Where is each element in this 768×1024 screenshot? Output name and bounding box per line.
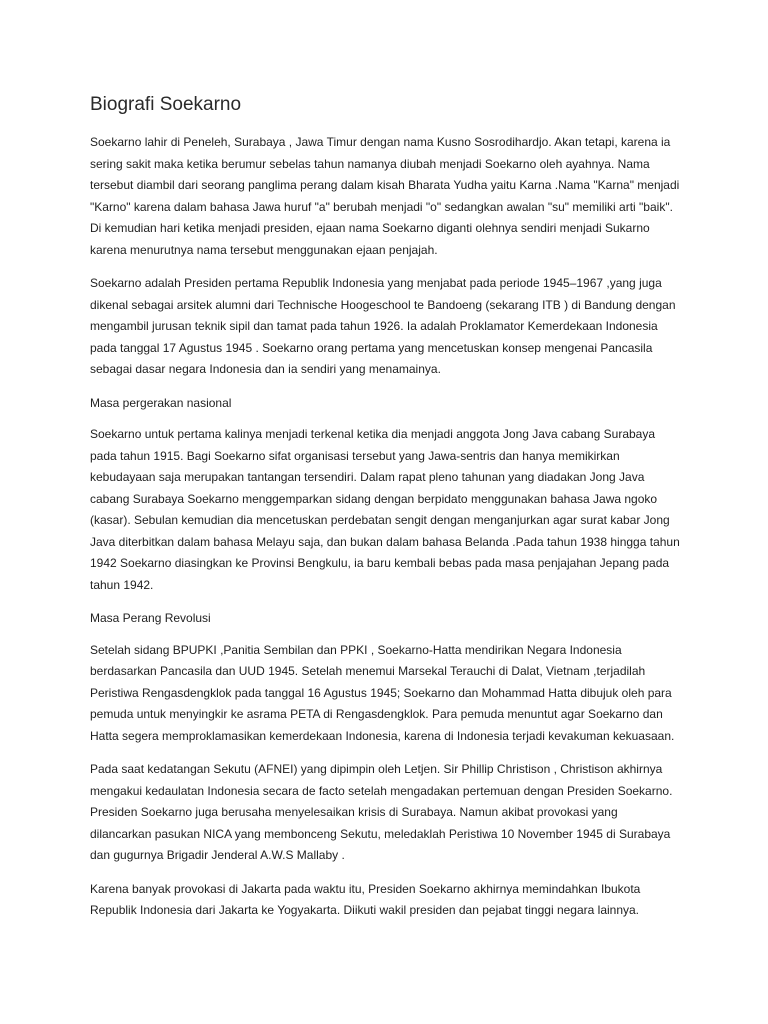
page-title: Biografi Soekarno (90, 94, 242, 115)
paragraph-intro: Soekarno lahir di Peneleh, Surabaya , Jawa Timur dengan nama Kusno Sosrodihardjo. Akan tetapi, karena ia sering sakit maka ketika berumur sebelas tahun namanya diubah menjadi Soekarno oleh ayahnya. Nama tersebut diambil dari seorang panglima perang dalam kisah Bharata Yudha yaitu Karna .Nama "Karna" menjadi "Karno" karena dalam bahasa Jawa huruf "a" berubah menjadi "o" sedangkan awalan "su" memiliki arti "baik". Di kemudian hari ketika menjadi presiden, ejaan nama Soekarno diganti olehnya sendiri menjadi Sukarno karena menurutnya nama tersebut menggunakan ejaan penjajah. (90, 135, 680, 257)
paragraph-president: Soekarno adalah Presiden pertama Republik Indonesia yang menjabat pada periode 1945–1967 ,yang juga dikenal sebagai arsitek alumni dari Technische Hoogeschool te Bandoeng (sekarang ITB ) di Bandung dengan mengambil jurusan teknik sipil dan tamat pada tahun 1926. Ia adalah Proklamator Kemerdekaan Indonesia pada tanggal 17 Agustus 1945 . Soekarno orang pertama yang mencetuskan konsep mengenai Pancasila sebagai dasar negara Indonesia dan ia sendiri yang menamainya. (90, 276, 676, 376)
section-heading-revolusi: Masa Perang Revolusi (90, 611, 211, 625)
paragraph-proklamasi: Setelah sidang BPUPKI ,Panitia Sembilan dan PPKI , Soekarno-Hatta mendirikan Negara Indonesia berdasarkan Pancasila dan UUD 1945. Setelah menemui Marsekal Terauchi di Dalat, Vietnam ,terjadilah Peristiwa Rengasdengklok pada tanggal 16 Agustus 1945; Soekarno dan Mohammad Hatta dibujuk oleh para pemuda untuk menyingkir ke asrama PETA di Rengasdengklok. Para pemuda menuntut agar Soekarno dan Hatta segera memproklamasikan kemerdekaan Indonesia, karena di Indonesia terjadi kevakuman kekuasaan. (90, 642, 675, 743)
paragraph-sekutu: Pada saat kedatangan Sekutu (AFNEI) yang dipimpin oleh Letjen. Sir Phillip Christison , Christison akhirnya mengakui kedaulatan Indonesia secara de facto setelah mengadakan pertemuan dengan Presiden Soekarno. Presiden Soekarno juga berusaha menyelesaikan krisis di Surabaya. Namun akibat provokasi yang dilancarkan pasukan NICA yang membonceng Sekutu, meledaklah Peristiwa 10 November 1945 di Surabaya dan gugurnya Brigadir Jenderal A.W.S Mallaby . (90, 762, 673, 862)
paragraph-jong-java: Soekarno untuk pertama kalinya menjadi terkenal ketika dia menjadi anggota Jong Java cabang Surabaya pada tahun 1915. Bagi Soekarno sifat organisasi tersebut yang Jawa-sentris dan hanya memikirkan kebudayaan saja merupakan tantangan tersendiri. Dalam rapat pleno tahunan yang diadakan Jong Java cabang Surabaya Soekarno menggemparkan sidang dengan berpidato menggunakan bahasa Jawa ngoko (kasar). Sebulan kemudian dia mencetuskan perdebatan sengit dengan menganjurkan agar surat kabar Jong Java diterbitkan dalam bahasa Melayu saja, dan bukan dalam bahasa Belanda .Pada tahun 1938 hingga tahun 1942 Soekarno diasingkan ke Provinsi Bengkulu, ia baru kembali bebas pada masa penjajahan Jepang pada tahun 1942. (90, 427, 680, 592)
document-body (90, 92, 680, 934)
paragraph-ibukota: Karena banyak provokasi di Jakarta pada waktu itu, Presiden Soekarno akhirnya memindahkan Ibukota Republik Indonesia dari Jakarta ke Yogyakarta. Diikuti wakil presiden dan pejabat tinggi negara lainnya. (90, 881, 641, 917)
section-heading-pergerakan: Masa pergerakan nasional (90, 395, 232, 410)
